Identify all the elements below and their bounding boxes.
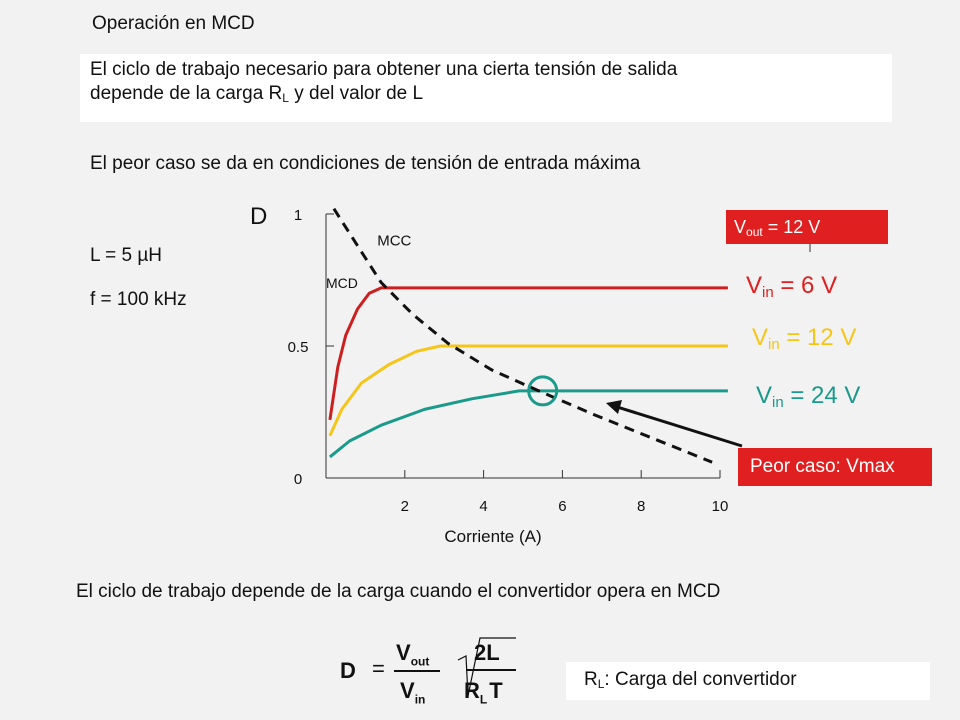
rl-note-sub: L	[597, 677, 605, 691]
formula-sqrt-den-sub: L	[479, 692, 488, 707]
frequency-label: f = 100 kHz	[90, 289, 187, 310]
paragraph-line-2-suffix: y del valor de L	[288, 83, 424, 104]
y-tick-label-0: 0	[293, 471, 303, 488]
legend-vin-12-suffix: = 12 V	[779, 324, 857, 351]
x-tick-label-2: 6	[558, 498, 567, 515]
duty-cycle-formula	[340, 636, 540, 712]
x-tick-label-0: 2	[400, 498, 409, 515]
inductance-label: L = 5 µH	[90, 245, 163, 266]
legend-vin-6	[746, 272, 837, 307]
legend-vin-6-sub: in	[762, 284, 774, 301]
formula-num-v: V	[396, 640, 411, 665]
legend-vin-6-prefix: V	[746, 272, 763, 299]
paragraph-line-2-sub: L	[282, 91, 289, 105]
x-tick-label-1: 4	[479, 498, 488, 515]
legend-vin-24-suffix: = 24 V	[783, 382, 861, 409]
legend-vin-12-sub: in	[768, 336, 780, 353]
chart-series	[330, 288, 728, 457]
x-axis-label: Corriente (A)	[444, 527, 542, 546]
formula-eq: =	[372, 656, 385, 681]
legend-vin-24-sub: in	[772, 394, 784, 411]
legend-vin-6-suffix: = 6 V	[773, 272, 838, 299]
formula-sqrt-den-t: T	[489, 678, 503, 703]
vout-label	[726, 210, 888, 244]
formula-lhs: D	[340, 658, 356, 683]
x-tick-label-4: 10	[711, 498, 729, 515]
y-axis-label: D	[250, 203, 268, 230]
formula-sqrt-den	[464, 678, 503, 706]
vout-sub: out	[746, 225, 763, 239]
rl-note-prefix: R	[584, 669, 598, 690]
worst-case-text: El peor caso se da en condiciones de tensión de entrada máxima	[90, 153, 641, 174]
slide-title: Operación en MCD	[92, 13, 255, 34]
formula-sqrt-den-r: R	[464, 678, 480, 703]
x-tick-label-3: 8	[637, 498, 646, 515]
paragraph-line-1: El ciclo de trabajo necesario para obtener una cierta tensión de salida	[90, 59, 678, 80]
paragraph-line-2-prefix: depende de la carga R	[90, 83, 283, 104]
legend-vin-24-prefix: V	[756, 382, 773, 409]
y-tick-label-2: 1	[293, 207, 303, 224]
formula-den-v: V	[400, 678, 415, 703]
chart-text	[250, 203, 728, 546]
y-tick-label-1: 0.5	[287, 339, 309, 356]
worst-case-arrow	[614, 406, 742, 446]
bottom-text: El ciclo de trabajo depende de la carga cuando el convertidor opera en MCD	[76, 581, 721, 602]
formula-den-sub: in	[414, 692, 426, 707]
legend-vin-12	[752, 324, 856, 359]
region-label-mcc: MCC	[377, 232, 412, 250]
worst-case-callout: Peor caso: Vmax	[738, 448, 932, 486]
rl-note-suffix: : Carga del convertidor	[604, 669, 797, 690]
formula-num-sub: out	[410, 654, 430, 669]
formula-sqrt-sign	[340, 636, 540, 712]
legend-vin-24	[756, 382, 860, 417]
region-label-mcd: MCD	[326, 274, 358, 291]
formula-sqrt-num: 2L	[474, 640, 500, 665]
series-line-0	[330, 288, 728, 420]
legend-vin-12-prefix: V	[752, 324, 769, 351]
worst-case-arrowhead	[606, 400, 622, 414]
rl-note	[566, 662, 930, 696]
vout-suffix: = 12 V	[762, 217, 821, 237]
vout-prefix: V	[734, 217, 747, 237]
rl-note-box	[566, 662, 930, 700]
